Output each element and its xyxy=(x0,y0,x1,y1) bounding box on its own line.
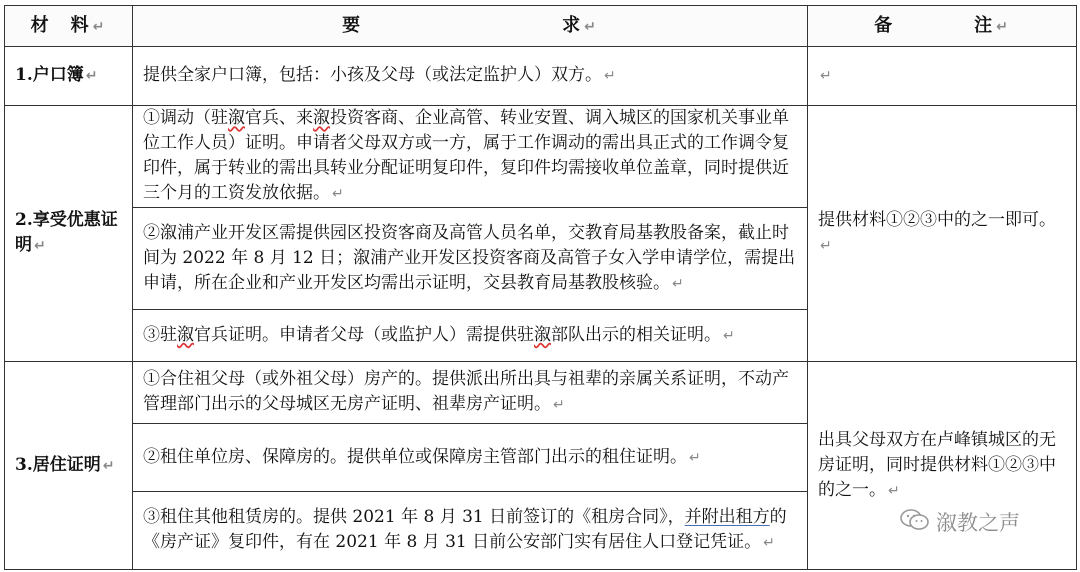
category-juzhu: 3.居住证明 ↵ xyxy=(5,362,133,570)
table-row-youhui-1 xyxy=(5,106,1077,208)
requirement-youhui-2: ②溆浦产业开发区需提供园区投资客商及高管人员名单，交教育局基教股备案，截止时间为 2022 年 8 月 12 日；溆浦产业开发区投资客商及高管子女入学申请学位，需提出申请，所在企业和产业开发区均需出示证明，交县教育局基教股核验。 ↵ xyxy=(133,208,808,310)
category-youhui: 2.享受优惠证明 ↵ xyxy=(5,106,133,362)
table-row-hukou xyxy=(5,47,1077,106)
requirement-youhui-1: ①调动（驻溆官兵、来溆投资客商、企业高管、转业安置、调入城区的国家机关事业单位工作人员）证明。申请者父母双方或一方，属于工作调动的需出具正式的工作调令复印件，属于转业的需出具转业分配证明复印件，复印件均需接收单位盖章，同时提供近三个月的工资发放依据。 ↵ xyxy=(133,106,808,208)
note-youhui: 提供材料①②③中的之一即可。↵ xyxy=(808,106,1077,362)
materials-table xyxy=(4,5,1077,570)
requirement-youhui-3: ③驻溆官兵证明。申请者父母（或监护人）需提供驻溆部队出示的相关证明。 ↵ xyxy=(133,310,808,362)
note-juzhu: 出具父母双方在卢峰镇城区的无房证明，同时提供材料①②③中的之一。 ↵ xyxy=(808,362,1077,570)
wechat-watermark xyxy=(900,507,1020,537)
header-row xyxy=(5,6,1077,47)
note-hukou: ↵ xyxy=(808,47,1077,106)
requirement-juzhu-3: ③租住其他租赁房的。提供 2021 年 8 月 31 日前签订的《租房合同》，并附出租方的《房产证》复印件，有在 2021 年 8 月 31 日前公安部门实有居住人口登记凭证。 ↵ xyxy=(133,492,808,570)
header-requirements: 要 求 ↵ xyxy=(133,6,808,47)
requirement-juzhu-2: ②租住单位房、保障房的。提供单位或保障房主管部门出示的租住证明。 ↵ xyxy=(133,424,808,492)
wechat-icon xyxy=(900,508,936,537)
header-notes: 备 注 ↵ xyxy=(808,6,1077,47)
table-row-juzhu-1 xyxy=(5,362,1077,424)
header-materials: 材 料 ↵ xyxy=(5,6,133,47)
category-hukou: 1.户口簿 ↵ xyxy=(5,47,133,106)
requirement-hukou: 提供全家户口簿，包括：小孩及父母（或法定监护人）双方。 ↵ xyxy=(133,47,808,106)
watermark-text: 溆教之声 xyxy=(936,511,1020,535)
requirement-juzhu-1: ①合住祖父母（或外祖父母）房产的。提供派出所出具与祖辈的亲属关系证明，不动产管理部门出示的父母城区无房产证明、祖辈房产证明。 ↵ xyxy=(133,362,808,424)
